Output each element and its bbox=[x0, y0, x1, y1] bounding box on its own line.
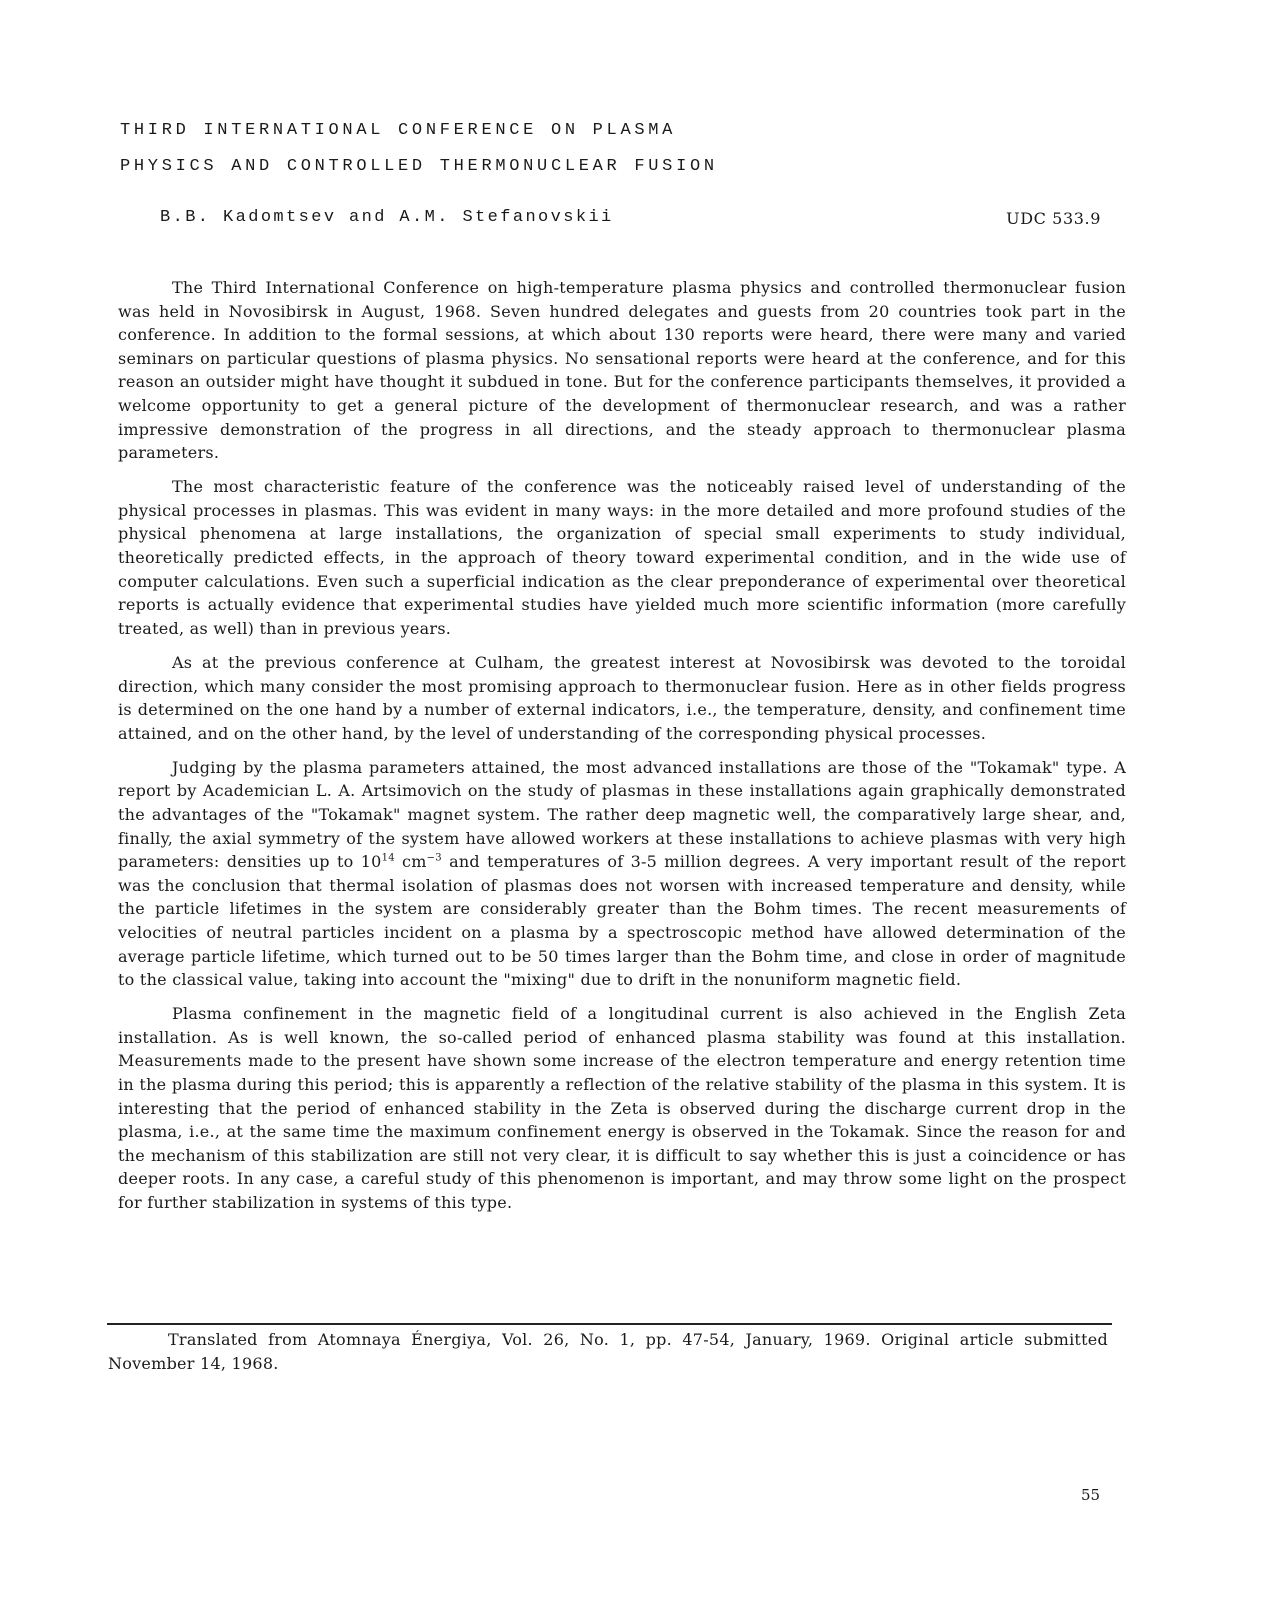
article-body bbox=[118, 276, 1126, 1225]
footnote-divider bbox=[107, 1323, 1112, 1325]
unit-exponent: −3 bbox=[426, 852, 442, 864]
title-line-1: THIRD INTERNATIONAL CONFERENCE ON PLASMA bbox=[120, 121, 677, 140]
paragraph-4-text-a: Judging by the plasma parameters attained, the most advanced installations are those of the "Tokamak" type. A report by Academician L. A. Artsimovich on the study of plasmas in these installations again graphically demonstrated the advantages of the "Tokamak" magnet system. The rather deep magnetic well, the comparatively large shear, and, finally, the axial symmetry of the system have allowed workers at these installations to achieve plasmas with very high parameters: densities up to 10 bbox=[118, 757, 1126, 872]
page-number: 55 bbox=[1081, 1486, 1101, 1504]
title-line-2: PHYSICS AND CONTROLLED THERMONUCLEAR FUSION bbox=[120, 157, 718, 176]
paragraph-5: Plasma confinement in the magnetic field of a longitudinal current is also achieved in the English Zeta installation. As is well known, the so-called period of enhanced plasma stability was found at this installation. Measurements made to the present have shown some increase of the electron temperature and energy retention time in the plasma during this period; this is apparently a reflection of the relative stability of the plasma in this system. It is interesting that the period of enhanced stability in the Zeta is observed during the discharge current drop in the plasma, i.e., at the same time the maximum confinement energy is observed in the Tokamak. Since the reason for and the mechanism of this stabilization are still not very clear, it is difficult to say whether this is just a coincidence or has deeper roots. In any case, a careful study of this phenomenon is important, and may throw some light on the prospect for further stabilization in systems of this type. bbox=[118, 1004, 1126, 1212]
density-exponent: 14 bbox=[381, 852, 395, 864]
authors: B.B. Kadomtsev and A.M. Stefanovskii bbox=[160, 208, 614, 227]
paragraph-4-unit: cm bbox=[394, 852, 427, 872]
paragraph-1: The Third International Conference on high-temperature plasma physics and controlled thermonuclear fusion was held in Novosibirsk in August, 1968. Seven hundred delegates and guests from 20 countries took part in the conference. In addition to the formal sessions, at which about 130 reports were heard, there were many and varied seminars on particular questions of plasma physics. No sensational reports were heard at the conference, and for this reason an outsider might have thought it subdued in tone. But for the conference participants themselves, it provided a welcome opportunity to get a general picture of the development of thermonuclear research, and was a rather impressive demonstration of the progress in all directions, and the steady approach to thermonuclear plasma parameters. bbox=[118, 278, 1126, 463]
paragraph-4-text-b: and temperatures of 3-5 million degrees. A very important result of the report was the conclusion that thermal isolation of plasmas does not worsen with increased temperature and density, while the particle lifetimes in the system are considerably greater than the Bohm times. The recent measurements of velocities of neutral particles incident on a plasma by a spectroscopic method have allowed determination of the average particle lifetime, which turned out to be 50 times larger than the Bohm time, and close in order of magnitude to the classical value, taking into account the "mixing" due to drift in the nonuniform magnetic field. bbox=[118, 852, 1127, 990]
paragraph-3: As at the previous conference at Culham, the greatest interest at Novosibirsk was devoted to the toroidal direction, which many consider the most promising approach to thermonuclear fusion. Here as in other fields progress is determined on the one hand by a number of external indicators, i.e., the temperature, density, and confinement time attained, and on the other hand, by the level of understanding of the corresponding physical processes. bbox=[118, 652, 1126, 743]
translation-footnote: Translated from Atomnaya Énergiya, Vol. 26, No. 1, pp. 47-54, January, 1969. Original article submitted November 14, 1968. bbox=[108, 1330, 1108, 1373]
paragraph-4 bbox=[118, 756, 1126, 992]
paragraph-2: The most characteristic feature of the conference was the noticeably raised level of understanding of the physical processes in plasmas. This was evident in many ways: in the more detailed and more profound studies of the physical phenomena at large installations, the organization of special small experiments to study individual, theoretically predicted effects, in the approach of theory toward experimental condition, and in the wide use of computer calculations. Even such a superficial indication as the clear preponderance of experimental over theoretical reports is actually evidence that experimental studies have yielded much more scientific information (more carefully treated, as well) than in previous years. bbox=[118, 477, 1126, 638]
udc-code: UDC 533.9 bbox=[1006, 209, 1101, 228]
